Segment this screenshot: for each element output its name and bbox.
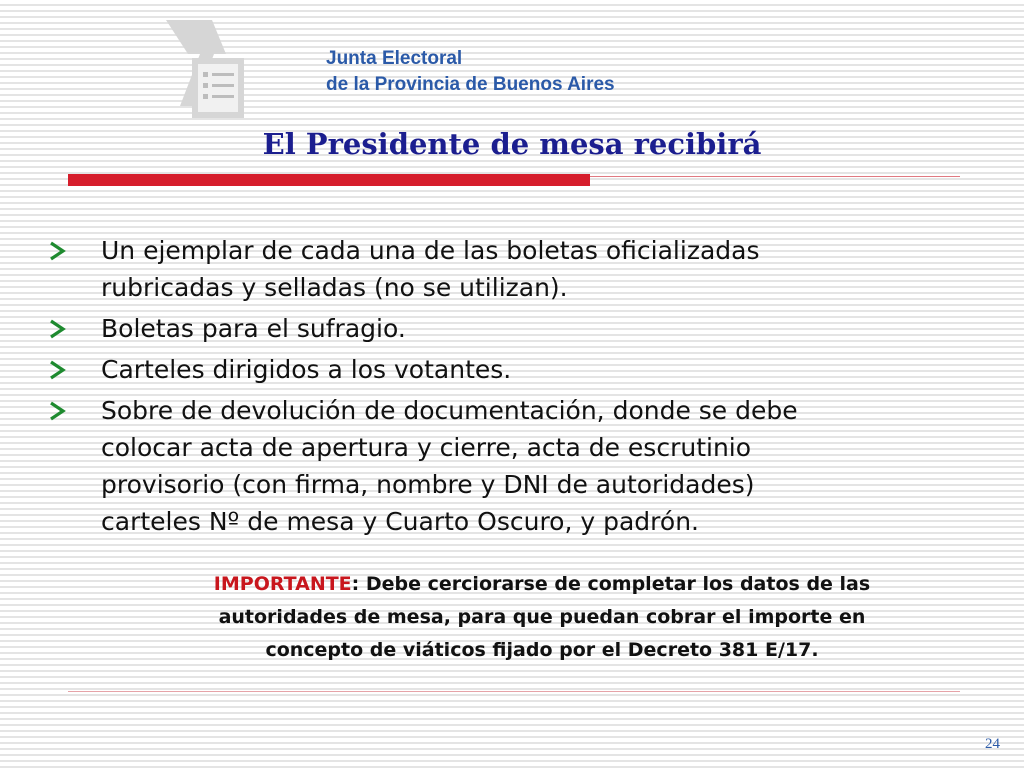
bullet-list <box>44 232 984 544</box>
bullet-text-line: Carteles dirigidos a los votantes. <box>101 355 512 384</box>
important-line-3: concepto de viáticos fijado por el Decreto 381 E/17. <box>265 639 819 661</box>
bullet-item <box>44 232 984 306</box>
important-text: : Debe cerciorarse de completar los datos de las <box>351 573 871 595</box>
important-keyword: IMPORTANTE <box>213 573 352 595</box>
org-line-1: Junta Electoral <box>326 48 463 69</box>
bullet-text-line: Boletas para el sufragio. <box>101 314 406 343</box>
footer-divider-line <box>68 691 960 692</box>
document-list-icon <box>162 18 252 122</box>
arrow-bullet-icon <box>48 241 68 261</box>
bullet-item <box>44 310 984 347</box>
bullet-text-line: Un ejemplar de cada una de las boletas oficializadas <box>101 236 760 265</box>
important-line-2: autoridades de mesa, para que puedan cobrar el importe en <box>218 606 866 628</box>
organization-name <box>326 46 615 98</box>
arrow-bullet-icon <box>48 401 68 421</box>
slide-title: El Presidente de mesa recibirá <box>262 127 762 161</box>
bullet-item <box>44 392 984 540</box>
bullet-text-line: rubricadas y selladas (no se utilizan). <box>101 273 568 302</box>
arrow-bullet-icon <box>48 319 68 339</box>
bullet-text-line: provisorio (con firma, nombre y DNI de autoridades) <box>101 470 755 499</box>
page-number: 24 <box>985 736 1000 752</box>
bullet-text-line: colocar acta de apertura y cierre, acta de escrutinio <box>101 433 752 462</box>
title-underline-bar <box>68 174 590 186</box>
important-note <box>82 568 1002 667</box>
bullet-text-line: carteles Nº de mesa y Cuarto Oscuro, y padrón. <box>101 507 699 536</box>
bullet-item <box>44 351 984 388</box>
important-line-1 <box>82 568 1002 601</box>
arrow-bullet-icon <box>48 360 68 380</box>
org-line-2: de la Provincia de Buenos Aires <box>326 74 615 95</box>
bullet-text-line: Sobre de devolución de documentación, donde se debe <box>101 396 798 425</box>
title-divider-line <box>590 176 960 177</box>
